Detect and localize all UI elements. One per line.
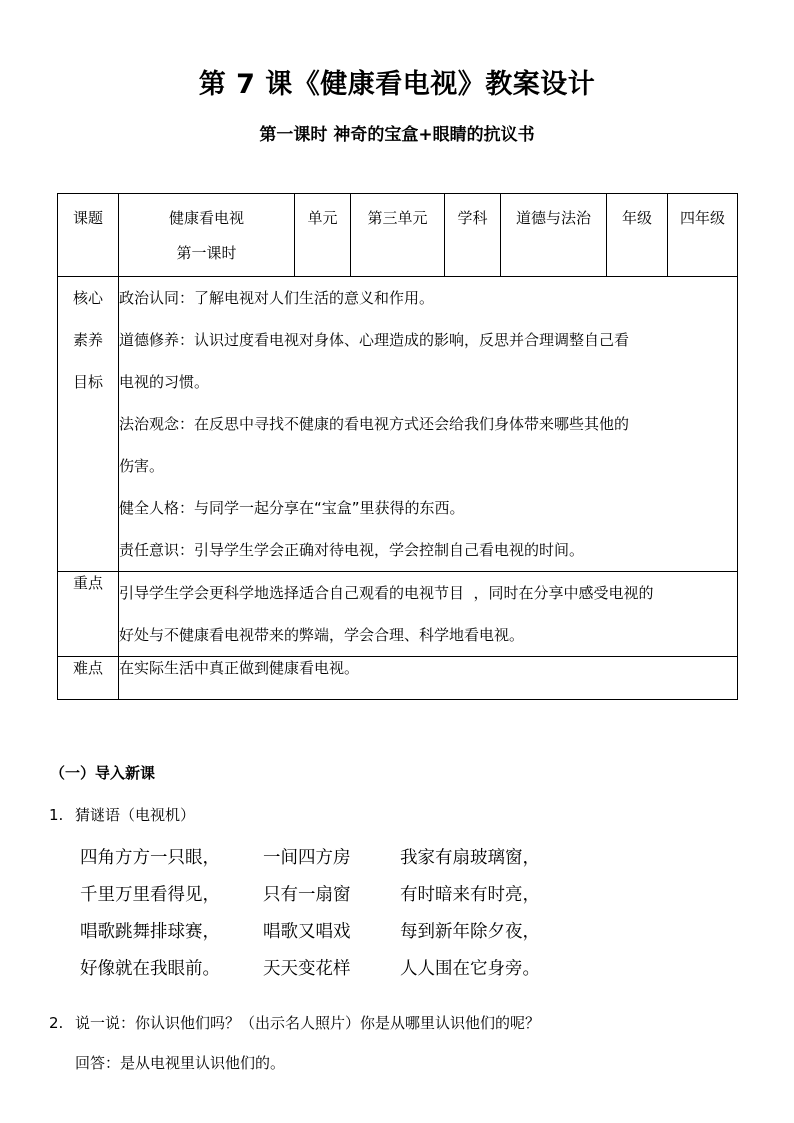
literacy-line: 责任意识：引导学生学会正确对待电视，学会控制自己看电视的时间。 xyxy=(119,541,585,559)
literacy-line: 政治认同：了解电视对人们生活的意义和作用。 xyxy=(119,289,435,307)
riddle-line: 每到新年除夕夜， xyxy=(400,922,540,942)
grade-label: 年级 xyxy=(621,209,652,227)
list-item-discussion xyxy=(49,1012,540,1033)
literacy-line: 道德修养：认识过度看电视对身体、心理造成的影响，反思并合理调整自己看 xyxy=(119,331,630,349)
page-subtitle: 第一课时 神奇的宝盒+眼睛的抗议书 xyxy=(259,125,535,145)
grade-value: 四年级 xyxy=(679,209,725,227)
key-point-line: 引导学生学会更科学地选择适合自己观看的电视节目 ，同时在分享中感受电视的 xyxy=(119,584,654,602)
grade-value-cell xyxy=(668,194,738,277)
item-text: 猜谜语（电视机） xyxy=(75,806,196,824)
table-header-row xyxy=(58,194,738,277)
riddle-line: 四角方方一只眼， xyxy=(80,848,220,868)
riddle-column xyxy=(400,843,540,991)
difficulty-label: 难点 xyxy=(72,659,103,677)
difficulty-content-cell xyxy=(119,657,738,700)
topic-value-cell xyxy=(119,194,295,277)
literacy-line: 健全人格：与同学一起分享在“宝盒”里获得的东西。 xyxy=(119,499,465,517)
literacy-label-line: 素养 xyxy=(72,331,103,349)
page-title: 第 7 课《健康看电视》教案设计 xyxy=(198,69,596,100)
subject-value: 道德与法治 xyxy=(515,209,591,227)
key-point-content-cell xyxy=(119,572,738,657)
literacy-line: 电视的习惯。 xyxy=(119,373,210,391)
key-point-row xyxy=(58,572,738,657)
literacy-content-cell xyxy=(119,277,738,572)
literacy-label-line: 核心 xyxy=(72,289,103,307)
topic-period: 第一课时 xyxy=(176,244,237,262)
riddle-line: 唱歌又唱戏 xyxy=(263,922,351,942)
grade-label-cell xyxy=(607,194,668,277)
topic-name: 健康看电视 xyxy=(168,209,244,227)
literacy-line: 伤害。 xyxy=(119,457,165,475)
literacy-label-line: 目标 xyxy=(72,373,103,391)
riddle-line: 一间四方房 xyxy=(263,848,351,868)
answer-text: 回答：是从电视里认识他们的。 xyxy=(75,1054,286,1072)
riddle-line: 有时暗来有时亮， xyxy=(400,885,540,905)
unit-value: 第三单元 xyxy=(367,209,428,227)
topic-label: 课题 xyxy=(72,209,103,227)
riddle-line: 我家有扇玻璃窗， xyxy=(400,848,540,868)
difficulty-label-cell xyxy=(58,657,119,700)
literacy-row xyxy=(58,277,738,572)
item-number: 1. xyxy=(49,806,64,824)
unit-label-cell xyxy=(295,194,351,277)
list-item-riddle xyxy=(49,804,195,825)
item-number: 2. xyxy=(49,1014,64,1032)
subject-value-cell xyxy=(501,194,607,277)
item-text: 说一说：你认识他们吗？（出示名人照片）你是从哪里认识他们的呢？ xyxy=(75,1014,541,1032)
subject-label-cell xyxy=(445,194,501,277)
riddle-line: 唱歌跳舞排球赛， xyxy=(80,922,220,942)
riddle-line: 天天变花样 xyxy=(263,959,351,979)
subject-label: 学科 xyxy=(457,209,488,227)
key-point-line: 好处与不健康看电视带来的弊端，学会合理、科学地看电视。 xyxy=(119,626,525,644)
difficulty-row xyxy=(58,657,738,700)
literacy-label-cell xyxy=(58,277,119,572)
literacy-line: 法治观念：在反思中寻找不健康的看电视方式还会给我们身体带来哪些其他的 xyxy=(119,415,630,433)
riddle-line: 人人围在它身旁。 xyxy=(400,959,540,979)
unit-value-cell xyxy=(351,194,445,277)
key-point-label-cell xyxy=(58,572,119,657)
riddle-line: 千里万里看得见， xyxy=(80,885,220,905)
section-heading: （一）导入新课 xyxy=(50,764,156,782)
key-point-label: 重点 xyxy=(72,574,103,592)
topic-label-cell xyxy=(58,194,119,277)
riddle-column xyxy=(263,843,351,991)
riddle-line: 好像就在我眼前。 xyxy=(80,959,220,979)
unit-label: 单元 xyxy=(307,209,338,227)
riddle-line: 只有一扇窗 xyxy=(263,885,351,905)
riddle-column xyxy=(80,843,220,991)
lesson-plan-table xyxy=(57,193,738,700)
difficulty-text: 在实际生活中真正做到健康看电视。 xyxy=(119,659,360,677)
